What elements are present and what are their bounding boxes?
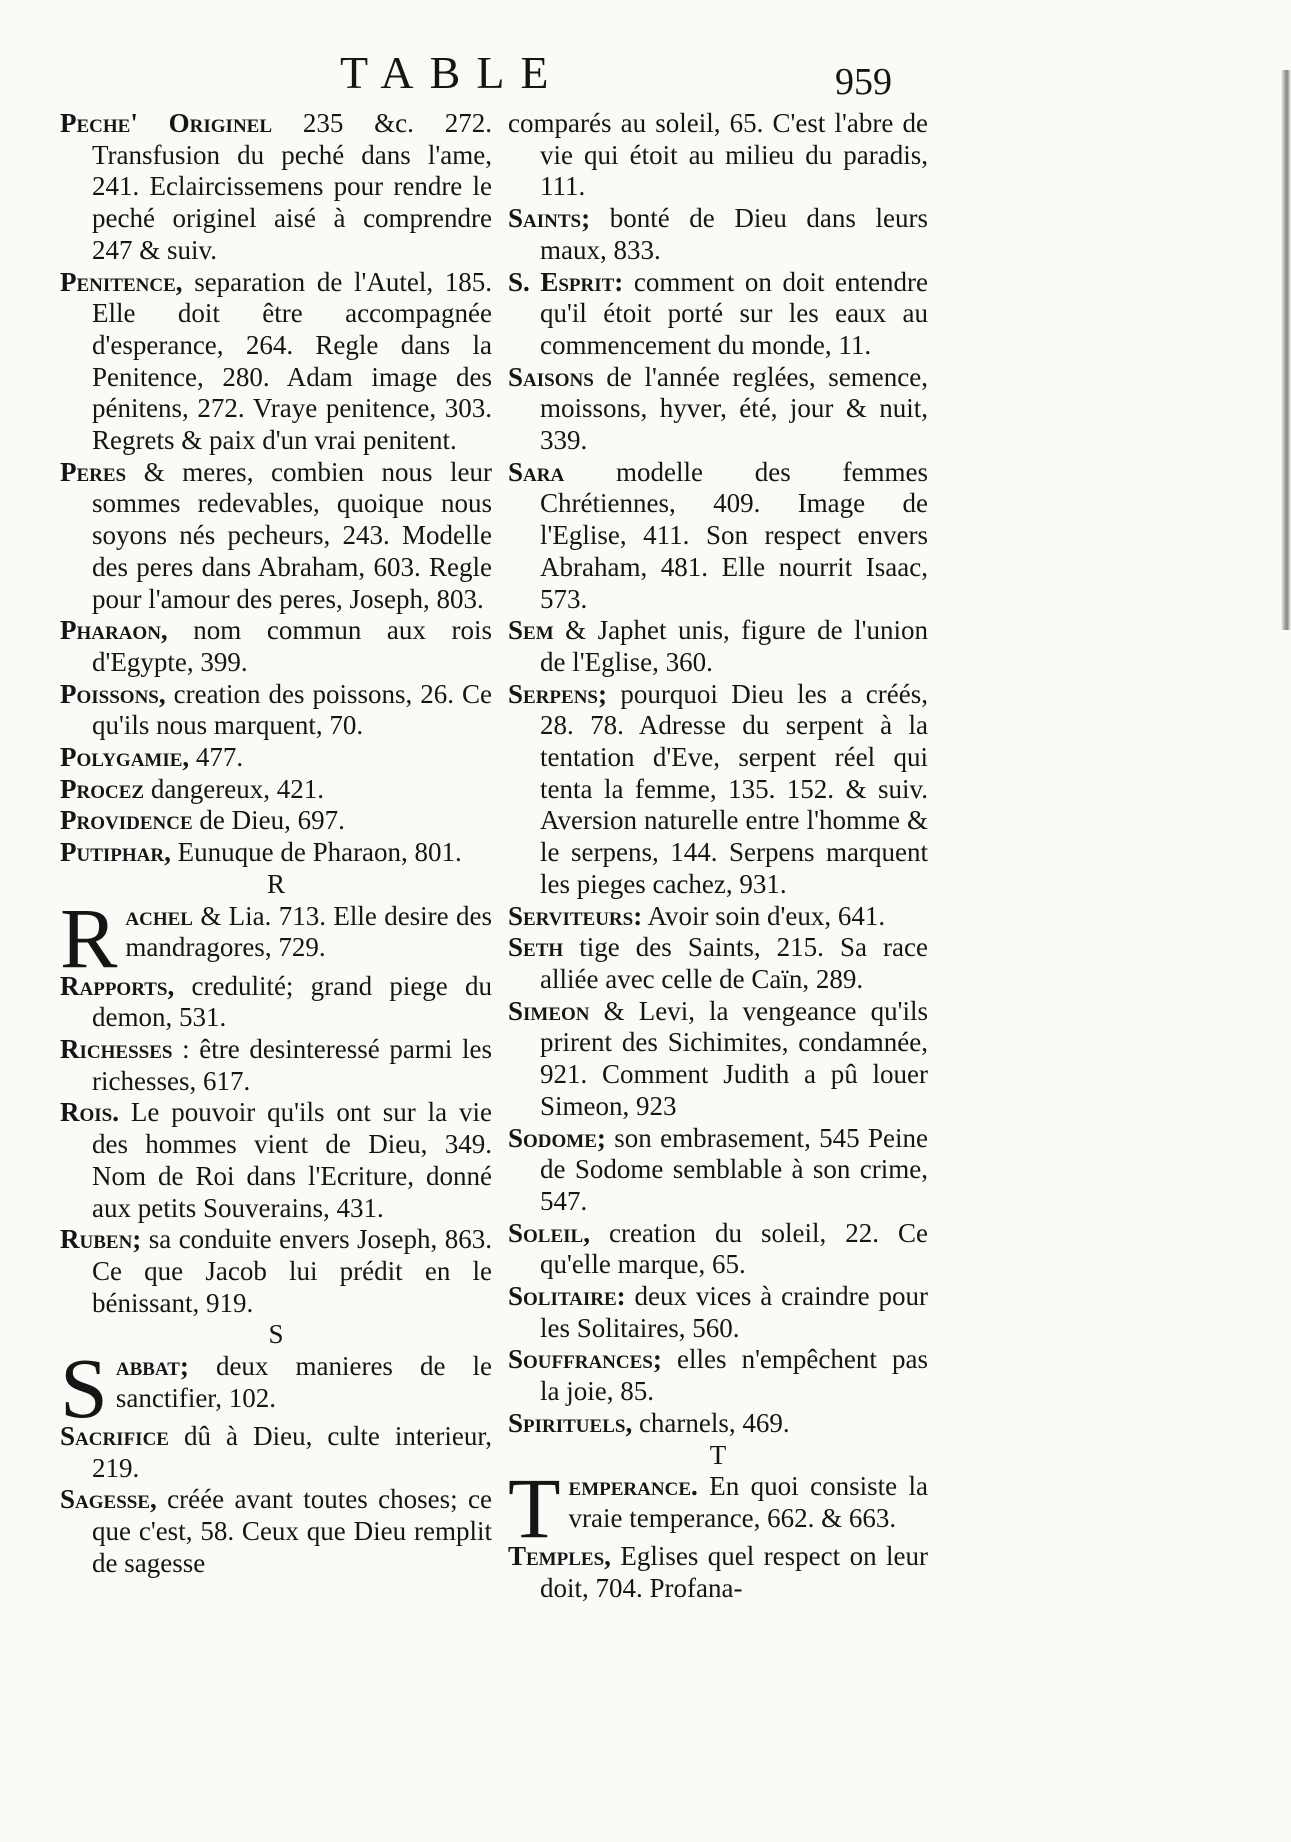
- index-entry: Pharaon, nom commun aux rois d'Egypte, 399.: [60, 615, 492, 677]
- index-entry: Providence de Dieu, 697.: [60, 805, 345, 836]
- index-entry: Soleil, creation du soleil, 22. Ce qu'elle marque, 65.: [508, 1217, 929, 1280]
- index-entry-dropcap: Rachel & Lia. 713. Elle desire des mandragores, 729.: [60, 900, 492, 971]
- left-column: [60, 108, 492, 1580]
- index-entry-dropcap: Temperance. En quoi consiste la vraie temperance, 662. & 663.: [508, 1471, 928, 1542]
- index-entry: Simeon & Levi, la vengeance qu'ils prirent des Sichimites, condamnée, 921. Comment Judith a pû louer Simeon, 923: [508, 995, 928, 1121]
- index-entry: Seth tige des Saints, 215. Sa race alliée avec celle de Caïn, 289.: [508, 932, 929, 994]
- index-entry: Ruben; sa conduite envers Joseph, 863. Ce que Jacob lui prédit en le bénissant, 919.: [60, 1224, 493, 1318]
- index-entry: Rapports, credulité; grand piege du demon, 531.: [60, 970, 492, 1033]
- index-entry: Souffrances; elles n'empêchent pas la joie, 85.: [508, 1344, 928, 1407]
- index-entry: Sara modelle des femmes Chrétiennes, 409. Image de l'Eglise, 411. Son respect envers Abraham, 481. Elle nourrit Isaac, 573.: [508, 456, 929, 614]
- index-entry: Procez dangereux, 421.: [60, 773, 325, 804]
- drop-cap: T: [508, 1471, 561, 1542]
- page-number: 959: [835, 61, 892, 103]
- index-entry: Temples, Eglises quel respect on leur doit, 704. Profana-: [508, 1541, 928, 1603]
- index-entry: Serviteurs: Avoir soin d'eux, 641.: [508, 900, 886, 931]
- index-entry: S. Esprit: comment on doit entendre qu'il étoit porté sur les eaux au commencement du monde, 11.: [508, 266, 929, 360]
- index-entry: Sem & Japhet unis, figure de l'union de l'Eglise, 360.: [508, 615, 928, 677]
- page-title: TABLE: [340, 47, 565, 98]
- drop-cap: R: [60, 900, 118, 971]
- index-entry: Peche' Originel 235 &c. 272. Transfusion du peché dans l'ame, 241. Eclaircissemens pour rendre le peché originel aisé à comprendre 247 & suiv.: [60, 108, 492, 265]
- section-letter-r: R: [266, 868, 285, 899]
- index-entry: Saisons de l'année reglées, semence, moissons, hyver, été, jour & nuit, 339.: [508, 361, 929, 456]
- right-column: [508, 108, 928, 1605]
- index-entry: Peres & meres, combien nous leur sommes redevables, quoique nous soyons nés pecheurs, 243. Modelle des peres dans Abraham, 603. Regle pour l'amour des peres, Joseph, 803.: [60, 456, 492, 614]
- page-edge-shadow: [1281, 70, 1291, 630]
- index-entry: Serpens; pourquoi Dieu les a créés, 28. 78. Adresse du serpent à la tentation d'Eve, serpent réel qui tenta la femme, 135. 152. & suiv. Aversion naturelle entre l'homme & le serpens, 144. Serpens marquent les pieges cachez, 931.: [508, 678, 928, 899]
- index-entry-list-p: [60, 108, 492, 869]
- index-entry: Penitence, separation de l'Autel, 185. Elle doit être accompagnée d'esperance, 264. Regle dans la Penitence, 280. Adam image des pénitens, 272. Vraye penitence, 303. Regrets & paix d'un vrai penitent.: [60, 266, 493, 456]
- page-header: [0, 46, 1291, 116]
- index-entry-dropcap: Sabbat; deux manieres de le sanctifier, 102.: [60, 1351, 492, 1422]
- section-letter-t: T: [709, 1439, 727, 1470]
- drop-cap: S: [60, 1351, 108, 1422]
- index-entry: Richesses : être desinteressé parmi les richesses, 617.: [60, 1033, 493, 1096]
- index-entry: Solitaire: deux vices à craindre pour les Solitaires, 560.: [508, 1281, 929, 1343]
- index-entry: Spirituels, charnels, 469.: [508, 1407, 790, 1438]
- index-entry: Sodome; son embrasement, 545 Peine de Sodome semblable à son crime, 547.: [508, 1122, 929, 1216]
- index-entry: Polygamie, 477.: [60, 742, 244, 773]
- index-entry: Rois. Le pouvoir qu'ils ont sur la vie des hommes vient de Dieu, 349. Nom de Roi dans l'Ecriture, donné aux petits Souverains, 431.: [60, 1097, 492, 1223]
- index-entry: comparés au soleil, 65. C'est l'abre de vie qui étoit au milieu du paradis, 111.: [508, 108, 928, 202]
- index-entry: Sacrifice dû à Dieu, culte interieur, 219.: [60, 1421, 493, 1483]
- index-entry: Saints; bonté de Dieu dans leurs maux, 833.: [508, 203, 928, 265]
- index-entry: Sagesse, créée avant toutes choses; ce que c'est, 58. Ceux que Dieu remplit de sagesse: [60, 1484, 493, 1578]
- index-entry: Putiphar, Eunuque de Pharaon, 801.: [60, 837, 462, 868]
- section-letter-s: S: [268, 1319, 284, 1350]
- index-entry: Poissons, creation des poissons, 26. Ce qu'ils nous marquent, 70.: [60, 678, 492, 741]
